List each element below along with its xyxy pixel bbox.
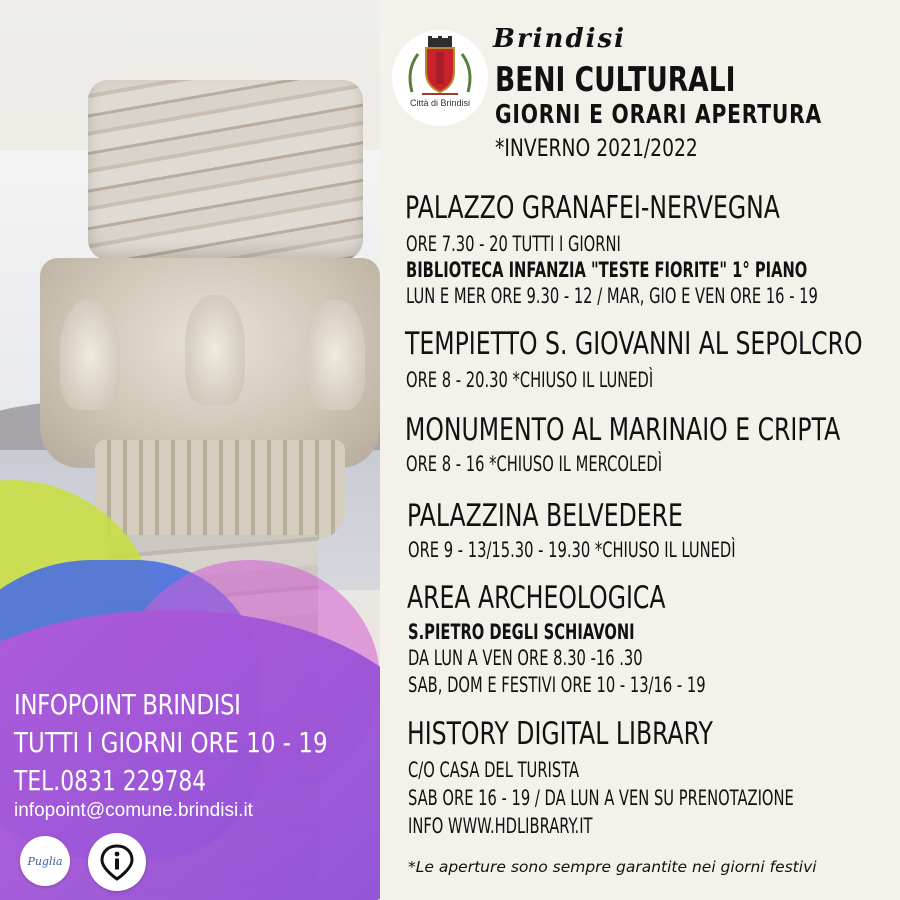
section-line: DA LUN A VEN ORE 8.30 -16 .30 (408, 646, 643, 670)
section-title: AREA ARCHEOLOGICA (407, 580, 666, 616)
section-line-bold: BIBLIOTECA INFANZIA "TESTE FIORITE" 1° PIANO (406, 258, 808, 282)
footnote: *Le aperture sono sempre garantite nei giorni festivi (408, 858, 817, 876)
section-line: ORE 7.30 - 20 TUTTI I GIORNI (406, 232, 621, 256)
acanthus-leaves (95, 440, 345, 540)
section-line: ORE 9 - 13/15.30 - 19.30 *CHIUSO IL LUNEDÌ (408, 538, 736, 562)
section-line: C/O CASA DEL TURISTA (408, 758, 580, 782)
section-line-link[interactable]: INFO WWW.HDLIBRARY.IT (408, 814, 593, 838)
section-line: ORE 8 - 16 *CHIUSO IL MERCOLEDÌ (406, 452, 663, 476)
section-title: PALAZZO GRANAFEI-NERVEGNA (405, 190, 780, 226)
city-name: Brindisi (493, 24, 627, 54)
city-crest-icon (392, 30, 488, 126)
column-drum (88, 80, 363, 260)
section-title: PALAZZINA BELVEDERE (407, 498, 683, 534)
section-title: MONUMENTO AL MARINAIO E CRIPTA (405, 412, 841, 448)
city-logo (392, 30, 488, 126)
section-line: LUN E MER ORE 9.30 - 12 / MAR, GIO E VEN ORE 16 - 19 (406, 284, 818, 308)
section-title: HISTORY DIGITAL LIBRARY (407, 716, 713, 752)
infopoint-phone[interactable]: TEL.0831 229784 (14, 764, 207, 797)
section-line: ORE 8 - 20.30 *CHIUSO IL LUNEDÌ (406, 368, 654, 392)
column-photo (0, 0, 380, 900)
city-logo-label: Città di Brindisi (409, 98, 471, 108)
section-line-bold: S.PIETRO DEGLI SCHIAVONI (408, 620, 635, 644)
puglia-logo (20, 836, 70, 886)
page-subtitle: GIORNI E ORARI APERTURA (495, 100, 822, 130)
infopoint-email[interactable]: infopoint@comune.brindisi.it (14, 800, 253, 821)
section-line: SAB ORE 16 - 19 / DA LUN A VEN SU PRENOTAZIONE (408, 786, 794, 810)
section-line: SAB, DOM E FESTIVI ORE 10 - 13/16 - 19 (408, 673, 706, 697)
infopoint-hours: TUTTI I GIORNI ORE 10 - 19 (14, 726, 328, 759)
infopoint-title: INFOPOINT BRINDISI (14, 688, 241, 721)
puglia-logo-text: Puglia (27, 854, 63, 868)
page-title: BENI CULTURALI (495, 60, 736, 100)
season-label: *INVERNO 2021/2022 (495, 134, 698, 162)
info-pin-icon[interactable] (88, 833, 146, 891)
section-title: TEMPIETTO S. GIOVANNI AL SEPOLCRO (405, 326, 863, 362)
